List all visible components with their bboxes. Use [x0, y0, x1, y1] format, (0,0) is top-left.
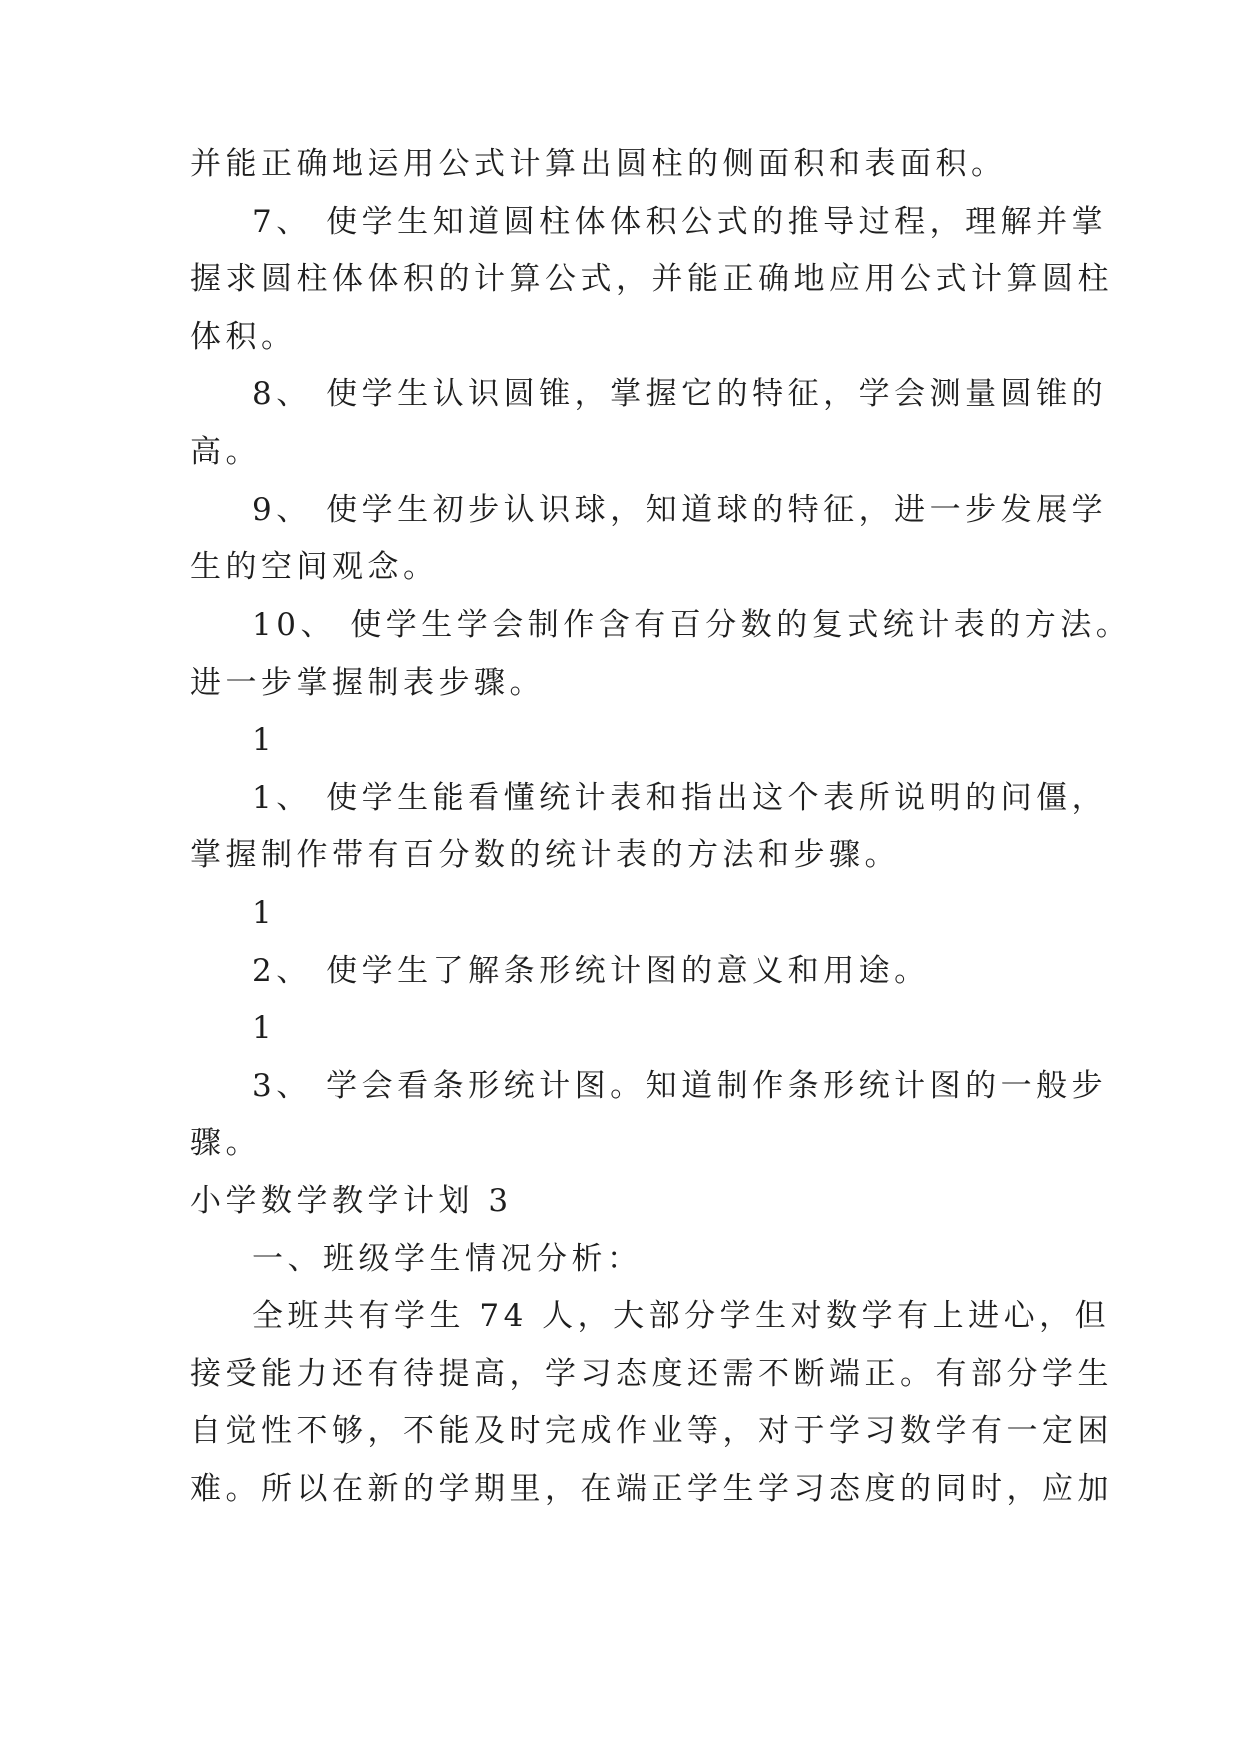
- line-text: 一、班级学生情况分析：: [252, 1241, 643, 1277]
- text-line: [0, 432, 1241, 472]
- list-item-10: [0, 605, 1241, 645]
- line-text: 骤。: [190, 1125, 261, 1161]
- text-line: [0, 1469, 1241, 1509]
- line-text: 难。所以在新的学期里，在端正学生学习态度的同时，应加: [190, 1471, 1113, 1507]
- line-text: 握求圆柱体体积的计算公式，并能正确地应用公式计算圆柱: [190, 261, 1113, 297]
- list-item-9: [0, 490, 1241, 530]
- line-text: 全班共有学生 74 人，大部分学生对数学有上进心，但: [252, 1298, 1111, 1334]
- list-item-1: [0, 778, 1241, 818]
- line-text: 小学数学教学计划 3: [190, 1183, 513, 1219]
- section-heading: [0, 1181, 1241, 1221]
- list-item-8: [0, 374, 1241, 414]
- line-text: 接受能力还有待提高，学习态度还需不断端正。有部分学生: [190, 1356, 1113, 1392]
- line-text: 并能正确地运用公式计算出圆柱的侧面积和表面积。: [190, 146, 1007, 182]
- line-text: 1: [252, 1010, 277, 1046]
- line-text: 进一步掌握制表步骤。: [190, 665, 545, 701]
- text-line: [0, 317, 1241, 357]
- line-text: 9、 使学生初步认识球，知道球的特征，进一步发展学: [252, 492, 1108, 528]
- subsection-heading: [0, 1239, 1241, 1279]
- list-item-7: [0, 202, 1241, 242]
- text-line: [0, 663, 1241, 703]
- line-text: 体积。: [190, 319, 297, 355]
- line-text: 1: [252, 722, 277, 758]
- list-item-2: [0, 951, 1241, 991]
- line-text: 3、 学会看条形统计图。知道制作条形统计图的一般步: [252, 1068, 1108, 1104]
- line-text: 2、 使学生了解条形统计图的意义和用途。: [252, 953, 930, 989]
- text-line: [0, 1123, 1241, 1163]
- text-line: [0, 259, 1241, 299]
- text-line: [0, 144, 1241, 184]
- line-text: 1: [252, 895, 277, 931]
- text-line: [0, 1411, 1241, 1451]
- line-text: 高。: [190, 434, 261, 470]
- line-text: 掌握制作带有百分数的统计表的方法和步骤。: [190, 837, 900, 873]
- line-text: 自觉性不够，不能及时完成作业等，对于学习数学有一定困: [190, 1413, 1113, 1449]
- text-line: [0, 1008, 1241, 1048]
- line-text: 生的空间观念。: [190, 549, 439, 585]
- line-text: 7、 使学生知道圆柱体体积公式的推导过程，理解并掌: [252, 204, 1108, 240]
- text-line: [0, 893, 1241, 933]
- text-line: [0, 1354, 1241, 1394]
- text-line: [0, 547, 1241, 587]
- line-text: 8、 使学生认识圆锥，掌握它的特征，学会测量圆锥的: [252, 376, 1108, 412]
- text-line: [0, 835, 1241, 875]
- line-text: 10、 使学生学会制作含有百分数的复式统计表的方法。: [252, 607, 1132, 643]
- text-line: [0, 720, 1241, 760]
- list-item-3: [0, 1066, 1241, 1106]
- text-line: [0, 1296, 1241, 1336]
- line-text: 1、 使学生能看懂统计表和指出这个表所说明的问僵，: [252, 780, 1108, 816]
